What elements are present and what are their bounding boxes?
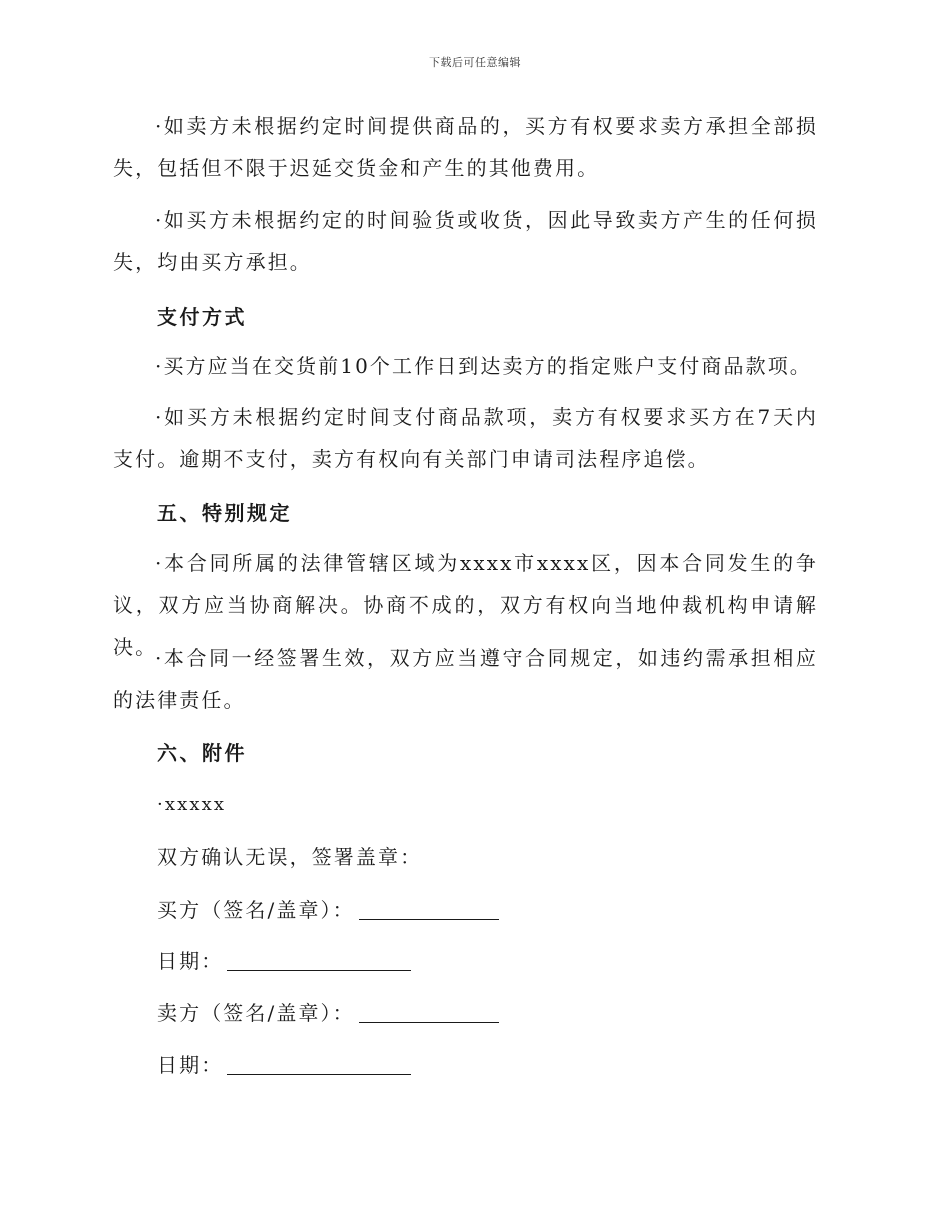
- buyer-date-label: 日期：: [157, 949, 224, 973]
- paragraph-jurisdiction: ·本合同所属的法律管辖区域为xxxx市xxxx区，因本合同发生的争议，双方应当协商解决。协商不成的，双方有权向当地仲裁机构申请解决。: [113, 551, 818, 659]
- seller-date-line: [157, 1050, 411, 1080]
- page-header: 下载后可任意编辑: [429, 56, 521, 69]
- section-heading-special-provisions: 五、特别规定: [157, 501, 292, 525]
- seller-signature-blank: [359, 1000, 499, 1023]
- paragraph-effectiveness: ·本合同一经签署生效，双方应当遵守合同规定，如违约需承担相应的法律责任。: [113, 646, 818, 712]
- section-heading-attachments: 六、附件: [157, 741, 247, 765]
- buyer-date-line: [157, 946, 411, 976]
- buyer-date-blank: [227, 948, 411, 971]
- confirmation-text: 双方确认无误，签署盖章：: [157, 845, 423, 869]
- buyer-signature-line: [157, 895, 499, 925]
- seller-signature-label: 卖方（签名/盖章）：: [157, 1001, 355, 1025]
- seller-signature-line: [157, 998, 499, 1028]
- seller-date-label: 日期：: [157, 1053, 224, 1077]
- section-heading-payment: 支付方式: [157, 305, 247, 329]
- buyer-signature-label: 买方（签名/盖章）：: [157, 898, 355, 922]
- paragraph-payment-deadline: ·买方应当在交货前10个工作日到达卖方的指定账户支付商品款项。: [155, 354, 812, 378]
- paragraph-buyer-delay: ·如买方未根据约定的时间验货或收货，因此导致卖方产生的任何损失，均由买方承担。: [113, 208, 818, 274]
- seller-date-blank: [227, 1052, 411, 1075]
- buyer-signature-blank: [359, 897, 499, 920]
- attachment-item: ·xxxxx: [157, 794, 227, 815]
- paragraph-seller-delay: ·如卖方未根据约定时间提供商品的，买方有权要求卖方承担全部损失，包括但不限于迟延交货金和产生的其他费用。: [113, 114, 818, 180]
- paragraph-payment-default: ·如买方未根据约定时间支付商品款项，卖方有权要求买方在7天内支付。逾期不支付，卖方有权向有关部门申请司法程序追偿。: [113, 405, 818, 471]
